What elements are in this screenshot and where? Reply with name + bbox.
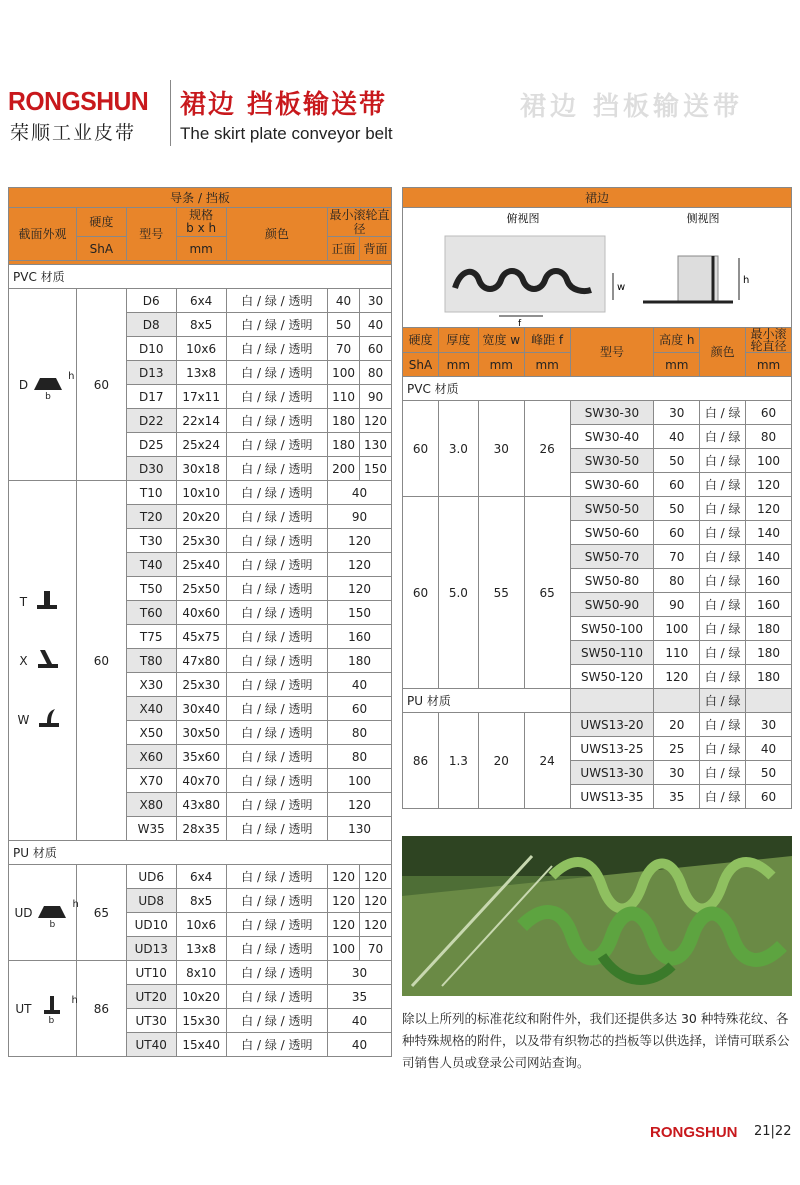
model-cell: D22 — [126, 409, 176, 433]
color-cell: 白 / 绿 / 透明 — [226, 793, 327, 817]
size-cell: 10x6 — [176, 337, 226, 361]
model-cell: T20 — [126, 505, 176, 529]
r-color: 白 / 绿 — [700, 497, 746, 521]
page-subtitle: The skirt plate conveyor belt — [180, 124, 393, 143]
r-color: 白 / 绿 — [700, 545, 746, 569]
color-cell: 白 / 绿 / 透明 — [226, 529, 327, 553]
skirt-belt-photo — [402, 836, 792, 996]
col-color: 颜色 — [226, 208, 327, 261]
w-label: w — [617, 282, 626, 293]
color-cell: 白 / 绿 / 透明 — [226, 865, 327, 889]
profile-label: T — [19, 594, 28, 609]
model-cell: T30 — [126, 529, 176, 553]
front-cell: 120 — [328, 865, 360, 889]
size-cell: 20x20 — [176, 505, 226, 529]
r-model: SW50-50 — [570, 497, 654, 521]
color-cell: 白 / 绿 / 透明 — [226, 673, 327, 697]
minroll-cell: 40 — [328, 1033, 392, 1057]
r-thick: 5.0 — [438, 497, 478, 689]
r-minroll: 160 — [746, 593, 792, 617]
model-cell: UD13 — [126, 937, 176, 961]
table-row — [9, 865, 392, 889]
minroll-cell: 40 — [328, 481, 392, 505]
color-cell: 白 / 绿 / 透明 — [226, 409, 327, 433]
pvc-label: PVC 材质 — [9, 265, 392, 289]
r-model: UWS13-35 — [570, 785, 654, 809]
r-minroll: 50 — [746, 761, 792, 785]
r-pitch: 24 — [524, 713, 570, 809]
r-height: 120 — [654, 665, 700, 689]
r-thick: 3.0 — [438, 401, 478, 497]
page-numbers: 21|22 — [754, 1124, 792, 1139]
size-cell: 13x8 — [176, 937, 226, 961]
profile-group — [9, 481, 77, 841]
back-cell: 60 — [360, 337, 392, 361]
model-cell: T40 — [126, 553, 176, 577]
col-hardness: 硬度 — [76, 208, 126, 237]
r-color: 白 / 绿 — [700, 641, 746, 665]
r-color: 白 / 绿 — [700, 401, 746, 425]
model-cell: X70 — [126, 769, 176, 793]
color-cell: 白 / 绿 / 透明 — [226, 937, 327, 961]
color-cell: 白 / 绿 / 透明 — [226, 625, 327, 649]
r-color: 白 / 绿 — [700, 785, 746, 809]
color-cell: 白 / 绿 / 透明 — [226, 457, 327, 481]
hardness-value: 60 — [76, 481, 126, 841]
size-cell: 35x60 — [176, 745, 226, 769]
note-text: 除以上所列的标准花纹和附件外，我们还提供多达 30 种特殊花纹、各种特殊规格的附件，以及带有织物芯的挡板等以供选择，详情可联系公司销售人员或登录公司网站查询。 — [402, 1011, 790, 1070]
r-height: 80 — [654, 569, 700, 593]
r-height: 30 — [654, 401, 700, 425]
minroll-cell: 120 — [328, 793, 392, 817]
size-cell: 25x24 — [176, 433, 226, 457]
size-cell: 15x30 — [176, 1009, 226, 1033]
model-cell: D25 — [126, 433, 176, 457]
r-model: UWS13-20 — [570, 713, 654, 737]
color-cell: 白 / 绿 / 透明 — [226, 577, 327, 601]
size-cell: 28x35 — [176, 817, 226, 841]
back-cell: 150 — [360, 457, 392, 481]
model-cell: UD10 — [126, 913, 176, 937]
front-cell: 70 — [328, 337, 360, 361]
r-unit-mm2: mm — [478, 353, 524, 377]
size-cell: 30x40 — [176, 697, 226, 721]
table-row — [9, 961, 392, 985]
r-model: SW50-70 — [570, 545, 654, 569]
size-cell: 40x70 — [176, 769, 226, 793]
r-model: SW30-50 — [570, 449, 654, 473]
minroll-cell: 100 — [328, 769, 392, 793]
r-height: 35 — [654, 785, 700, 809]
r-height: 50 — [654, 449, 700, 473]
r-color: 白 / 绿 — [700, 761, 746, 785]
size-cell: 8x10 — [176, 961, 226, 985]
color-cell: 白 / 绿 / 透明 — [226, 961, 327, 985]
r-minroll: 160 — [746, 569, 792, 593]
r-color: 白 / 绿 — [700, 737, 746, 761]
model-cell: D6 — [126, 289, 176, 313]
back-cell: 130 — [360, 433, 392, 457]
r-model: SW50-110 — [570, 641, 654, 665]
r-minroll: 180 — [746, 617, 792, 641]
model-cell: T80 — [126, 649, 176, 673]
color-cell: 白 / 绿 / 透明 — [226, 601, 327, 625]
model-cell: X80 — [126, 793, 176, 817]
guide-strip-table — [8, 187, 392, 1057]
size-cell: 30x18 — [176, 457, 226, 481]
col-model: 型号 — [126, 208, 176, 261]
front-cell: 40 — [328, 289, 360, 313]
color-cell: 白 / 绿 / 透明 — [226, 553, 327, 577]
r-model: SW50-90 — [570, 593, 654, 617]
color-cell: 白 / 绿 / 透明 — [226, 721, 327, 745]
r-minroll: 100 — [746, 449, 792, 473]
r-col-width: 宽度 w — [478, 328, 524, 353]
r-model: UWS13-30 — [570, 761, 654, 785]
minroll-cell: 80 — [328, 745, 392, 769]
right-section-title: 裙边 — [403, 188, 792, 208]
back-cell: 90 — [360, 385, 392, 409]
r-hardness: 60 — [403, 401, 439, 497]
r-color: 白 / 绿 — [700, 569, 746, 593]
r-width: 55 — [478, 497, 524, 689]
brand-logo: RONGSHUN — [8, 86, 149, 116]
color-cell: 白 / 绿 / 透明 — [226, 1033, 327, 1057]
col-size-label: 规格 — [189, 208, 214, 222]
r-model: SW50-120 — [570, 665, 654, 689]
r-unit-mm3: mm — [524, 353, 570, 377]
r-minroll: 60 — [746, 785, 792, 809]
r-color: 白 / 绿 — [700, 425, 746, 449]
minroll-cell: 160 — [328, 625, 392, 649]
minroll-cell: 80 — [328, 721, 392, 745]
back-cell: 120 — [360, 865, 392, 889]
table-row — [9, 289, 392, 313]
model-cell: D30 — [126, 457, 176, 481]
r-pvc-label: PVC 材质 — [403, 377, 792, 401]
skirt-table — [402, 187, 792, 809]
color-cell: 白 / 绿 / 透明 — [226, 313, 327, 337]
back-cell: 70 — [360, 937, 392, 961]
minroll-cell: 90 — [328, 505, 392, 529]
back-cell: 30 — [360, 289, 392, 313]
hardness-value: 86 — [76, 961, 126, 1057]
model-cell: UT40 — [126, 1033, 176, 1057]
front-cell: 50 — [328, 313, 360, 337]
size-cell: 47x80 — [176, 649, 226, 673]
skirt-diagram-svg — [403, 208, 791, 328]
page-title: 裙边 挡板输送带 — [180, 90, 388, 120]
back-cell: 120 — [360, 889, 392, 913]
unit-sha: ShA — [76, 237, 126, 261]
r-minroll: 180 — [746, 641, 792, 665]
col-profile: 截面外观 — [9, 208, 77, 261]
r-height: 60 — [654, 521, 700, 545]
r-unit-mm1: mm — [438, 353, 478, 377]
r-col-thick: 厚度 — [438, 328, 478, 353]
r-minroll: 40 — [746, 737, 792, 761]
r-color: 白 / 绿 — [700, 593, 746, 617]
model-cell: X50 — [126, 721, 176, 745]
table-row — [403, 497, 792, 521]
profile-label: UD — [14, 905, 33, 920]
r-col-model: 型号 — [570, 328, 654, 377]
r-model: SW50-60 — [570, 521, 654, 545]
table-row — [403, 713, 792, 737]
front-cell: 110 — [328, 385, 360, 409]
minroll-cell: 30 — [328, 961, 392, 985]
col-minroll: 最小滚轮直径 — [329, 208, 390, 236]
r-model: SW50-100 — [570, 617, 654, 641]
r-model: SW30-60 — [570, 473, 654, 497]
r-color: 白 / 绿 — [700, 449, 746, 473]
f-label: f — [518, 319, 522, 328]
color-cell: 白 / 绿 / 透明 — [226, 361, 327, 385]
model-cell: T10 — [126, 481, 176, 505]
model-cell: T75 — [126, 625, 176, 649]
color-cell: 白 / 绿 / 透明 — [226, 1009, 327, 1033]
r-minroll: 140 — [746, 545, 792, 569]
color-cell: 白 / 绿 / 透明 — [226, 985, 327, 1009]
r-minroll: 30 — [746, 713, 792, 737]
size-cell: 22x14 — [176, 409, 226, 433]
table-row — [403, 401, 792, 425]
color-cell: 白 / 绿 / 透明 — [226, 697, 327, 721]
r-pitch: 65 — [524, 497, 570, 689]
r-color: 白 / 绿 — [700, 665, 746, 689]
size-cell: 15x40 — [176, 1033, 226, 1057]
r-height: 20 — [654, 713, 700, 737]
back-cell: 40 — [360, 313, 392, 337]
r-pitch: 26 — [524, 401, 570, 497]
minroll-cell: 150 — [328, 601, 392, 625]
front-cell: 180 — [328, 409, 360, 433]
color-cell: 白 / 绿 / 透明 — [226, 481, 327, 505]
r-color: 白 / 绿 — [700, 521, 746, 545]
color-cell: 白 / 绿 / 透明 — [226, 385, 327, 409]
color-cell: 白 / 绿 / 透明 — [226, 913, 327, 937]
pu-label: PU 材质 — [9, 841, 392, 865]
size-cell: 8x5 — [176, 313, 226, 337]
r-height: 50 — [654, 497, 700, 521]
minroll-cell: 120 — [328, 577, 392, 601]
r-height: 40 — [654, 425, 700, 449]
r-col-color: 颜色 — [700, 328, 746, 377]
minroll-cell: 60 — [328, 697, 392, 721]
r-minroll: 60 — [746, 401, 792, 425]
r-col-minroll: 最小滚轮直径 — [746, 328, 792, 353]
r-color: 白 / 绿 — [700, 713, 746, 737]
model-cell: X60 — [126, 745, 176, 769]
side-view-label: 侧视图 — [686, 212, 720, 225]
model-cell: UT30 — [126, 1009, 176, 1033]
model-cell: UD8 — [126, 889, 176, 913]
model-cell: D10 — [126, 337, 176, 361]
r-col-height: 高度 h — [654, 328, 700, 353]
r-minroll: 120 — [746, 473, 792, 497]
r-model: UWS13-25 — [570, 737, 654, 761]
profile-t-icon — [29, 589, 65, 614]
back-cell: 120 — [360, 913, 392, 937]
model-cell: T50 — [126, 577, 176, 601]
col-size-bxh: b x h — [186, 221, 217, 235]
color-cell: 白 / 绿 / 透明 — [226, 817, 327, 841]
model-cell: D17 — [126, 385, 176, 409]
model-cell: X30 — [126, 673, 176, 697]
col-back: 背面 — [360, 237, 392, 261]
profile-x-icon — [30, 648, 66, 673]
profile-label: W — [17, 712, 30, 727]
r-hardness: 86 — [403, 713, 439, 809]
left-section-title: 导条 / 挡板 — [9, 188, 392, 208]
unit-mm: mm — [176, 237, 226, 261]
header-divider — [170, 80, 171, 146]
back-cell: 120 — [360, 409, 392, 433]
color-cell: 白 / 绿 / 透明 — [226, 433, 327, 457]
col-size — [176, 208, 226, 237]
hardness-value: 65 — [76, 865, 126, 961]
front-cell: 100 — [328, 361, 360, 385]
size-cell: 17x11 — [176, 385, 226, 409]
watermark: 裙边 挡板输送带 — [520, 92, 744, 122]
minroll-cell: 120 — [328, 529, 392, 553]
size-cell: 30x50 — [176, 721, 226, 745]
model-cell: X40 — [126, 697, 176, 721]
table-row — [9, 481, 392, 505]
profile-ud: UD h b — [9, 865, 77, 961]
color-cell: 白 / 绿 / 透明 — [226, 889, 327, 913]
r-hardness: 60 — [403, 497, 439, 689]
r-height: 110 — [654, 641, 700, 665]
r-height: 25 — [654, 737, 700, 761]
size-cell: 25x50 — [176, 577, 226, 601]
r-height: 100 — [654, 617, 700, 641]
hardness-value: 60 — [76, 289, 126, 481]
r-height: 90 — [654, 593, 700, 617]
r-thick: 1.3 — [438, 713, 478, 809]
size-cell: 10x20 — [176, 985, 226, 1009]
photo-illustration — [402, 836, 792, 996]
color-cell: 白 / 绿 / 透明 — [226, 289, 327, 313]
color-cell: 白 / 绿 / 透明 — [226, 769, 327, 793]
r-model: SW30-30 — [570, 401, 654, 425]
profile-ut: UT h b — [9, 961, 77, 1057]
color-cell: 白 / 绿 / 透明 — [226, 649, 327, 673]
model-cell: UT20 — [126, 985, 176, 1009]
profile-w-icon — [31, 707, 67, 732]
r-unit-mm5: mm — [746, 353, 792, 377]
top-view-label: 俯视图 — [506, 212, 540, 225]
model-cell: T60 — [126, 601, 176, 625]
r-color: 白 / 绿 — [700, 617, 746, 641]
minroll-cell: 130 — [328, 817, 392, 841]
front-cell: 180 — [328, 433, 360, 457]
pu-color: 白 / 绿 — [700, 689, 746, 713]
front-cell: 120 — [328, 889, 360, 913]
r-col-hardness: 硬度 — [403, 328, 439, 353]
front-cell: 100 — [328, 937, 360, 961]
h-label: h — [743, 275, 750, 286]
size-cell: 45x75 — [176, 625, 226, 649]
profile-label: D — [18, 377, 29, 392]
r-model: SW30-40 — [570, 425, 654, 449]
r-height: 30 — [654, 761, 700, 785]
size-cell: 13x8 — [176, 361, 226, 385]
r-minroll: 120 — [746, 497, 792, 521]
r-height: 60 — [654, 473, 700, 497]
minroll-cell: 35 — [328, 985, 392, 1009]
minroll-cell: 40 — [328, 673, 392, 697]
size-cell: 6x4 — [176, 289, 226, 313]
model-cell: W35 — [126, 817, 176, 841]
profile-label: X — [19, 653, 28, 668]
profile-d: D h b — [9, 289, 77, 481]
front-cell: 200 — [328, 457, 360, 481]
brand-cn: 荣顺工业皮带 — [10, 122, 137, 144]
size-cell: 10x6 — [176, 913, 226, 937]
profile-label: UT — [15, 1001, 32, 1016]
size-cell: 6x4 — [176, 865, 226, 889]
minroll-cell: 180 — [328, 649, 392, 673]
size-cell: 8x5 — [176, 889, 226, 913]
r-height: 70 — [654, 545, 700, 569]
r-model: SW50-80 — [570, 569, 654, 593]
minroll-cell: 120 — [328, 553, 392, 577]
model-cell: UD6 — [126, 865, 176, 889]
size-cell: 25x40 — [176, 553, 226, 577]
r-pu-label: PU 材质 — [403, 689, 571, 713]
r-minroll: 80 — [746, 425, 792, 449]
color-cell: 白 / 绿 / 透明 — [226, 745, 327, 769]
size-cell: 25x30 — [176, 529, 226, 553]
size-cell: 25x30 — [176, 673, 226, 697]
model-cell: UT10 — [126, 961, 176, 985]
r-col-pitch: 峰距 f — [524, 328, 570, 353]
model-cell: D13 — [126, 361, 176, 385]
r-minroll: 180 — [746, 665, 792, 689]
color-cell: 白 / 绿 / 透明 — [226, 337, 327, 361]
r-unit-sha: ShA — [403, 353, 439, 377]
skirt-diagram — [403, 208, 792, 328]
size-cell: 10x10 — [176, 481, 226, 505]
color-cell: 白 / 绿 / 透明 — [226, 505, 327, 529]
back-cell: 80 — [360, 361, 392, 385]
size-cell: 40x60 — [176, 601, 226, 625]
r-minroll: 140 — [746, 521, 792, 545]
size-cell: 43x80 — [176, 793, 226, 817]
r-unit-mm4: mm — [654, 353, 700, 377]
model-cell: D8 — [126, 313, 176, 337]
col-front: 正面 — [328, 237, 360, 261]
r-width: 20 — [478, 713, 524, 809]
front-cell: 120 — [328, 913, 360, 937]
minroll-cell: 40 — [328, 1009, 392, 1033]
footer-brand: RONGSHUN — [650, 1124, 738, 1141]
r-width: 30 — [478, 401, 524, 497]
r-color: 白 / 绿 — [700, 473, 746, 497]
